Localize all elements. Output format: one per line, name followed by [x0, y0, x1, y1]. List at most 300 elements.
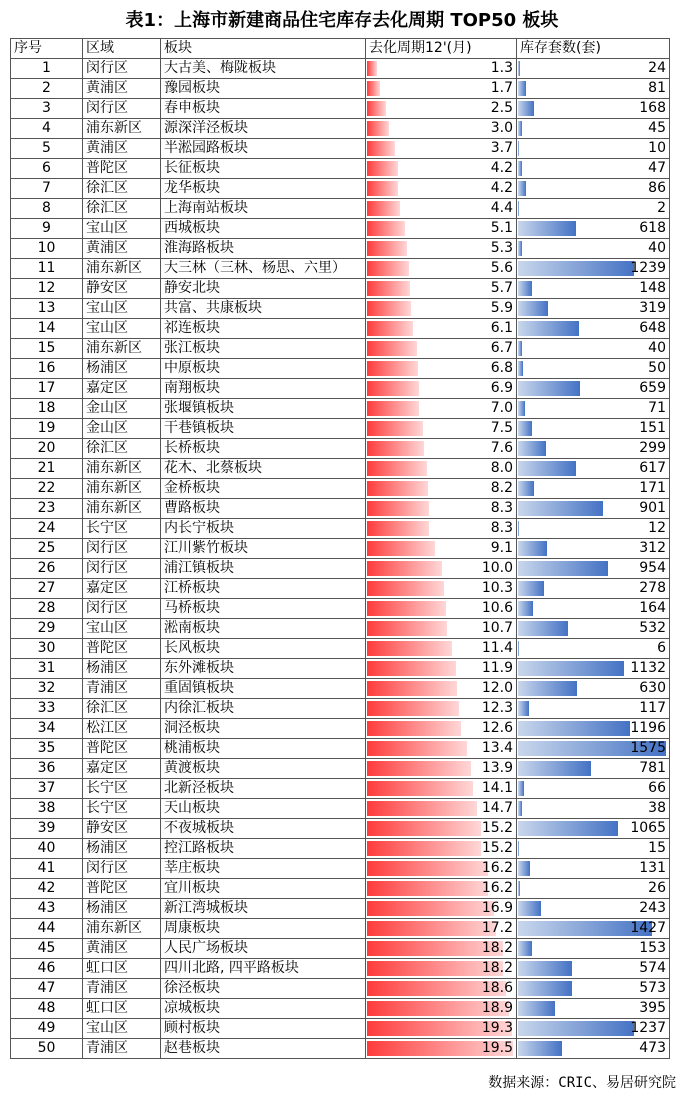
cell-period	[366, 779, 517, 799]
cell-block: 大古美、梅陇板块	[161, 59, 366, 79]
cell-period	[366, 759, 517, 779]
period-value: 15.2	[481, 820, 513, 836]
table-row	[11, 459, 670, 479]
table-row	[11, 299, 670, 319]
table-row	[11, 839, 670, 859]
cell-block: 静安北块	[161, 279, 366, 299]
cell-period	[366, 559, 517, 579]
cell-period	[366, 139, 517, 159]
table-row	[11, 619, 670, 639]
table-row	[11, 699, 670, 719]
table-row	[11, 719, 670, 739]
stock-value: 630	[639, 680, 666, 696]
cell-seq: 18	[11, 399, 83, 419]
period-bar	[367, 81, 380, 96]
table-row	[11, 59, 670, 79]
cell-stock	[517, 839, 670, 859]
cell-period	[366, 99, 517, 119]
period-value: 12.6	[481, 720, 513, 736]
stock-value: 131	[639, 860, 666, 876]
cell-district: 杨浦区	[83, 359, 161, 379]
period-bar	[367, 641, 452, 656]
cell-seq: 21	[11, 459, 83, 479]
stock-bar	[518, 901, 541, 916]
stock-bar	[518, 981, 572, 996]
cell-seq: 43	[11, 899, 83, 919]
period-value: 9.1	[490, 540, 513, 556]
period-bar	[367, 461, 427, 476]
stock-value: 648	[639, 320, 666, 336]
period-value: 11.4	[481, 640, 513, 656]
stock-value: 473	[639, 1040, 666, 1056]
period-value: 3.7	[490, 140, 513, 156]
cell-stock	[517, 459, 670, 479]
cell-seq: 32	[11, 679, 83, 699]
table-row	[11, 559, 670, 579]
period-value: 17.2	[481, 920, 513, 936]
period-value: 18.6	[481, 980, 513, 996]
table-row	[11, 1039, 670, 1059]
cell-seq: 13	[11, 299, 83, 319]
stock-bar	[518, 481, 534, 496]
cell-block: 重固镇板块	[161, 679, 366, 699]
period-bar	[367, 201, 400, 216]
cell-district: 宝山区	[83, 1019, 161, 1039]
cell-seq: 12	[11, 279, 83, 299]
stock-bar	[518, 781, 524, 796]
cell-seq: 39	[11, 819, 83, 839]
cell-period	[366, 999, 517, 1019]
stock-value: 1065	[630, 820, 666, 836]
period-bar	[367, 121, 389, 136]
cell-district: 长宁区	[83, 799, 161, 819]
table-row	[11, 899, 670, 919]
table-row	[11, 419, 670, 439]
period-bar	[367, 621, 447, 636]
stock-value: 81	[648, 80, 666, 96]
cell-seq: 36	[11, 759, 83, 779]
cell-period	[366, 919, 517, 939]
cell-district: 金山区	[83, 399, 161, 419]
table-row	[11, 579, 670, 599]
stock-bar	[518, 561, 608, 576]
cell-stock	[517, 379, 670, 399]
cell-seq: 49	[11, 1019, 83, 1039]
stock-value: 1427	[630, 920, 666, 936]
period-bar	[367, 561, 442, 576]
period-value: 19.3	[481, 1020, 513, 1036]
stock-bar	[518, 821, 618, 836]
period-bar	[367, 701, 459, 716]
cell-block: 洞泾板块	[161, 719, 366, 739]
table-row	[11, 99, 670, 119]
cell-seq: 22	[11, 479, 83, 499]
cell-district: 宝山区	[83, 219, 161, 239]
cell-stock	[517, 919, 670, 939]
cell-period	[366, 719, 517, 739]
cell-seq: 2	[11, 79, 83, 99]
period-bar	[367, 481, 428, 496]
cell-block: 徐泾板块	[161, 979, 366, 999]
stock-value: 278	[639, 580, 666, 596]
cell-block: 共富、共康板块	[161, 299, 366, 319]
cell-district: 闵行区	[83, 859, 161, 879]
cell-block: 马桥板块	[161, 599, 366, 619]
cell-block: 西城板块	[161, 219, 366, 239]
period-value: 2.5	[490, 100, 513, 116]
cell-seq: 41	[11, 859, 83, 879]
stock-value: 901	[639, 500, 666, 516]
cell-district: 嘉定区	[83, 379, 161, 399]
cell-block: 张江板块	[161, 339, 366, 359]
cell-stock	[517, 579, 670, 599]
cell-period	[366, 659, 517, 679]
period-bar	[367, 581, 444, 596]
stock-bar	[518, 721, 630, 736]
period-value: 4.4	[490, 200, 513, 216]
table-row	[11, 179, 670, 199]
table-row	[11, 539, 670, 559]
table-row	[11, 119, 670, 139]
cell-stock	[517, 699, 670, 719]
cell-period	[366, 259, 517, 279]
cell-stock	[517, 159, 670, 179]
cell-period	[366, 419, 517, 439]
cell-block: 豫园板块	[161, 79, 366, 99]
cell-period	[366, 1039, 517, 1059]
stock-bar	[518, 181, 526, 196]
period-value: 12.0	[481, 680, 513, 696]
cell-block: 周康板块	[161, 919, 366, 939]
cell-district: 徐汇区	[83, 179, 161, 199]
header-stock: 库存套数(套)	[517, 39, 670, 59]
table-row	[11, 939, 670, 959]
table-row	[11, 359, 670, 379]
cell-stock	[517, 59, 670, 79]
period-value: 18.2	[481, 960, 513, 976]
cell-stock	[517, 79, 670, 99]
stock-bar	[518, 761, 591, 776]
stock-bar	[518, 141, 519, 156]
period-value: 5.1	[490, 220, 513, 236]
cell-period	[366, 699, 517, 719]
table-row	[11, 1019, 670, 1039]
period-value: 7.6	[490, 440, 513, 456]
stock-bar	[518, 161, 522, 176]
period-value: 13.4	[481, 740, 513, 756]
period-value: 4.2	[490, 180, 513, 196]
period-value: 7.5	[490, 420, 513, 436]
stock-value: 168	[639, 100, 666, 116]
cell-seq: 29	[11, 619, 83, 639]
header-row	[11, 39, 670, 59]
cell-period	[366, 539, 517, 559]
period-value: 6.7	[490, 340, 513, 356]
cell-district: 普陀区	[83, 879, 161, 899]
period-bar	[367, 241, 407, 256]
stock-bar	[518, 501, 603, 516]
period-bar	[367, 101, 386, 116]
cell-seq: 8	[11, 199, 83, 219]
period-bar	[367, 721, 461, 736]
stock-value: 6	[657, 640, 666, 656]
cell-stock	[517, 1019, 670, 1039]
stock-value: 153	[639, 940, 666, 956]
stock-value: 659	[639, 380, 666, 396]
cell-block: 中原板块	[161, 359, 366, 379]
stock-bar	[518, 341, 522, 356]
table-row	[11, 999, 670, 1019]
stock-value: 781	[639, 760, 666, 776]
cell-seq: 50	[11, 1039, 83, 1059]
period-value: 5.7	[490, 280, 513, 296]
cell-block: 内徐汇板块	[161, 699, 366, 719]
cell-block: 大三林（三林、杨思、六里）	[161, 259, 366, 279]
cell-period	[366, 799, 517, 819]
cell-seq: 37	[11, 779, 83, 799]
stock-bar	[518, 701, 529, 716]
cell-seq: 47	[11, 979, 83, 999]
cell-stock	[517, 359, 670, 379]
stock-bar	[518, 621, 568, 636]
cell-district: 浦东新区	[83, 259, 161, 279]
cell-district: 杨浦区	[83, 839, 161, 859]
period-bar	[367, 521, 429, 536]
data-table	[10, 38, 670, 1059]
table-row	[11, 739, 670, 759]
cell-block: 长风板块	[161, 639, 366, 659]
table-row	[11, 379, 670, 399]
cell-period	[366, 859, 517, 879]
cell-stock	[517, 899, 670, 919]
stock-bar	[518, 841, 519, 856]
period-bar	[367, 301, 411, 316]
cell-block: 北新泾板块	[161, 779, 366, 799]
stock-bar	[518, 461, 576, 476]
stock-value: 573	[639, 980, 666, 996]
period-bar	[367, 821, 481, 836]
cell-block: 龙华板块	[161, 179, 366, 199]
cell-district: 普陀区	[83, 639, 161, 659]
period-value: 6.9	[490, 380, 513, 396]
cell-stock	[517, 219, 670, 239]
cell-stock	[517, 519, 670, 539]
table-row	[11, 679, 670, 699]
stock-bar	[518, 121, 522, 136]
cell-stock	[517, 199, 670, 219]
cell-stock	[517, 279, 670, 299]
period-bar	[367, 501, 429, 516]
period-value: 8.3	[490, 500, 513, 516]
cell-stock	[517, 999, 670, 1019]
stock-value: 1575	[630, 740, 666, 756]
period-value: 13.9	[481, 760, 513, 776]
cell-block: 新江湾城板块	[161, 899, 366, 919]
cell-stock	[517, 259, 670, 279]
cell-block: 春申板块	[161, 99, 366, 119]
period-value: 16.2	[481, 880, 513, 896]
stock-bar	[518, 641, 519, 656]
period-bar	[367, 781, 473, 796]
cell-seq: 46	[11, 959, 83, 979]
cell-seq: 33	[11, 699, 83, 719]
cell-block: 半淞园路板块	[161, 139, 366, 159]
table-row	[11, 79, 670, 99]
cell-district: 浦东新区	[83, 479, 161, 499]
cell-period	[366, 519, 517, 539]
cell-seq: 5	[11, 139, 83, 159]
cell-district: 闵行区	[83, 99, 161, 119]
period-value: 10.0	[481, 560, 513, 576]
period-value: 16.9	[481, 900, 513, 916]
cell-period	[366, 179, 517, 199]
cell-block: 莘庄板块	[161, 859, 366, 879]
table-row	[11, 979, 670, 999]
cell-block: 江桥板块	[161, 579, 366, 599]
table-row	[11, 659, 670, 679]
period-value: 5.6	[490, 260, 513, 276]
table-row	[11, 639, 670, 659]
stock-bar	[518, 1041, 562, 1056]
cell-stock	[517, 619, 670, 639]
stock-value: 71	[648, 400, 666, 416]
cell-block: 曹路板块	[161, 499, 366, 519]
cell-seq: 34	[11, 719, 83, 739]
period-bar	[367, 761, 471, 776]
period-value: 5.9	[490, 300, 513, 316]
cell-stock	[517, 239, 670, 259]
period-bar	[367, 541, 435, 556]
cell-seq: 26	[11, 559, 83, 579]
cell-block: 源深洋泾板块	[161, 119, 366, 139]
cell-stock	[517, 719, 670, 739]
stock-value: 38	[648, 800, 666, 816]
cell-seq: 24	[11, 519, 83, 539]
cell-period	[366, 479, 517, 499]
stock-bar	[518, 221, 576, 236]
cell-district: 普陀区	[83, 159, 161, 179]
cell-stock	[517, 759, 670, 779]
stock-value: 299	[639, 440, 666, 456]
source-note: 数据来源：CRIC、易居研究院	[488, 1075, 676, 1091]
cell-block: 凉城板块	[161, 999, 366, 1019]
cell-district: 浦东新区	[83, 119, 161, 139]
cell-block: 桃浦板块	[161, 739, 366, 759]
stock-value: 243	[639, 900, 666, 916]
cell-district: 青浦区	[83, 679, 161, 699]
stock-value: 24	[648, 60, 666, 76]
period-value: 8.3	[490, 520, 513, 536]
cell-period	[366, 299, 517, 319]
cell-seq: 9	[11, 219, 83, 239]
cell-stock	[517, 1039, 670, 1059]
period-value: 10.6	[481, 600, 513, 616]
cell-district: 嘉定区	[83, 759, 161, 779]
cell-block: 浦江镇板块	[161, 559, 366, 579]
period-bar	[367, 61, 377, 76]
stock-value: 40	[648, 340, 666, 356]
cell-period	[366, 639, 517, 659]
period-value: 8.2	[490, 480, 513, 496]
stock-value: 151	[639, 420, 666, 436]
cell-district: 普陀区	[83, 739, 161, 759]
period-value: 1.3	[490, 60, 513, 76]
period-bar	[367, 661, 456, 676]
period-bar	[367, 741, 467, 756]
stock-value: 40	[648, 240, 666, 256]
stock-bar	[518, 801, 522, 816]
stock-value: 2	[657, 200, 666, 216]
cell-district: 闵行区	[83, 559, 161, 579]
period-bar	[367, 681, 457, 696]
header-block: 板块	[161, 39, 366, 59]
cell-period	[366, 439, 517, 459]
table-row	[11, 799, 670, 819]
cell-stock	[517, 679, 670, 699]
cell-stock	[517, 959, 670, 979]
cell-period	[366, 59, 517, 79]
period-bar	[367, 281, 410, 296]
cell-district: 金山区	[83, 419, 161, 439]
cell-period	[366, 459, 517, 479]
stock-bar	[518, 681, 577, 696]
cell-stock	[517, 639, 670, 659]
cell-period	[366, 839, 517, 859]
cell-district: 静安区	[83, 279, 161, 299]
cell-block: 长桥板块	[161, 439, 366, 459]
period-bar	[367, 401, 419, 416]
cell-district: 浦东新区	[83, 499, 161, 519]
cell-period	[366, 739, 517, 759]
cell-district: 徐汇区	[83, 199, 161, 219]
table-row	[11, 259, 670, 279]
period-bar	[367, 381, 419, 396]
stock-value: 1132	[630, 660, 666, 676]
stock-bar	[518, 401, 525, 416]
cell-district: 黄浦区	[83, 939, 161, 959]
cell-district: 虹口区	[83, 999, 161, 1019]
cell-stock	[517, 419, 670, 439]
period-value: 18.9	[481, 1000, 513, 1016]
stock-value: 319	[639, 300, 666, 316]
cell-district: 黄浦区	[83, 239, 161, 259]
cell-district: 嘉定区	[83, 579, 161, 599]
cell-stock	[517, 439, 670, 459]
table-row	[11, 779, 670, 799]
cell-district: 宝山区	[83, 319, 161, 339]
cell-seq: 48	[11, 999, 83, 1019]
stock-value: 1239	[630, 260, 666, 276]
cell-district: 浦东新区	[83, 919, 161, 939]
table-row	[11, 819, 670, 839]
table-row	[11, 159, 670, 179]
period-value: 6.1	[490, 320, 513, 336]
table-row	[11, 599, 670, 619]
cell-district: 宝山区	[83, 619, 161, 639]
period-bar	[367, 321, 413, 336]
table-row	[11, 859, 670, 879]
cell-district: 虹口区	[83, 959, 161, 979]
period-bar	[367, 801, 477, 816]
table-row	[11, 499, 670, 519]
stock-value: 395	[639, 1000, 666, 1016]
stock-value: 86	[648, 180, 666, 196]
cell-seq: 17	[11, 379, 83, 399]
cell-stock	[517, 799, 670, 819]
cell-stock	[517, 539, 670, 559]
cell-block: 长征板块	[161, 159, 366, 179]
period-value: 10.3	[481, 580, 513, 596]
